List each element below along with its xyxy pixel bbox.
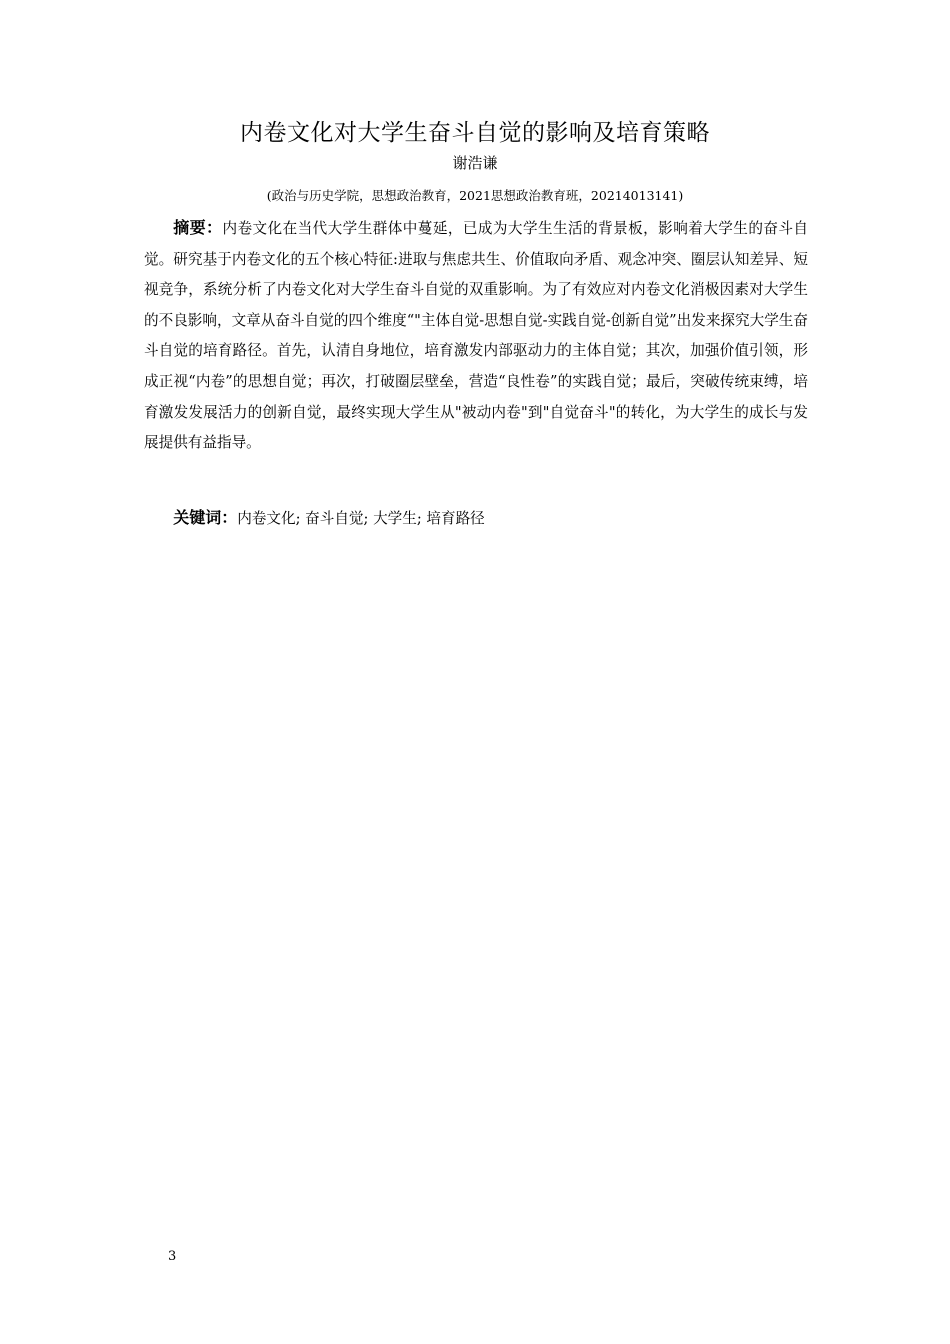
keywords-text: 内卷文化; 奋斗自觉; 大学生; 培育路径 <box>237 510 485 527</box>
author-affiliation: (政治与历史学院，思想政治教育，2021思想政治教育班，20214013141) <box>266 188 684 203</box>
paper-title: 内卷文化对大学生奋斗自觉的影响及培育策略 <box>240 120 710 146</box>
abstract-text: 内卷文化在当代大学生群体中蔓延，已成为大学生生活的背景板，影响着大学生的奋斗自觉。研究基于内卷文化的五个核心特征:进取与焦虑共生、价值取向矛盾、观念冲突、圈层认知差异、短视竞争，系统分析了内卷文化对大学生奋斗自觉的双重影响。为了有效应对内卷文化消极因素对大学生的不良影响，文章从奋斗自觉的四个维度“"主体自觉-思想自觉-实践自觉-创新自觉”出发来探究大学生奋斗自觉的培育路径。首先，认清自身地位，培育激发内部驱动力的主体自觉；其次，加强价值引领，形成正视“内卷”的思想自觉；再次，打破圈层壁垒，营造“良性卷”的实践自觉；最后，突破传统束缚，培育激发发展活力的创新自觉，最终实现大学生从"被动内卷"到"自觉奋斗"的转化，为大学生的成长与发展提供有益指导。 <box>144 220 808 452</box>
abstract-paragraph <box>144 213 808 459</box>
keywords-paragraph <box>144 503 808 534</box>
author-name: 谢浩谦 <box>452 154 498 172</box>
abstract-label: 摘要： <box>173 218 223 237</box>
keywords-label: 关键词： <box>173 508 238 527</box>
page-number: 3 <box>168 1249 177 1264</box>
